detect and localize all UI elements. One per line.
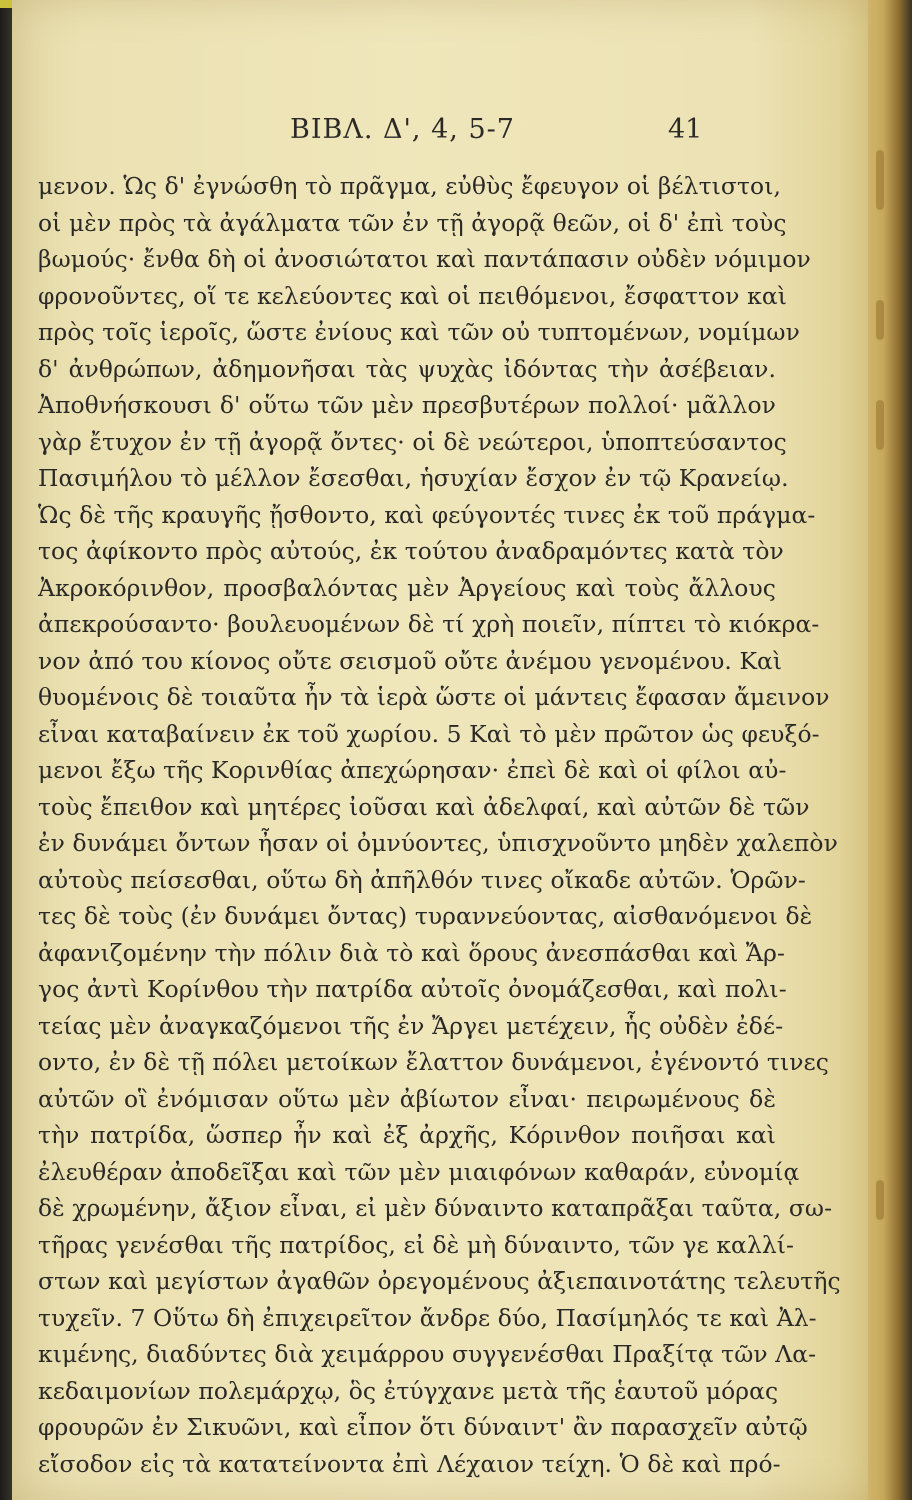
text-line: τοὺς ἔπειθον καὶ μητέρες ἰοῦσαι καὶ ἀδελφαί, καὶ αὐτῶν δὲ τῶν	[38, 792, 810, 821]
running-head-title: ΒΙΒΛ. Δ', 4, 5-7	[290, 114, 515, 145]
text-line: οἱ μὲν πρὸς τὰ ἀγάλματα τῶν ἐν τῇ ἀγορᾷ θεῶν, οἱ δ' ἐπὶ τοὺς	[38, 208, 787, 237]
text-line: φρουρῶν ἐν Σικυῶνι, καὶ εἶπον ὅτι δύναιντ' ἂν παρασχεῖν αὐτῷ	[38, 1413, 808, 1441]
text-line: τυχεῖν. 7 Οὕτω δὴ ἐπιχειρεῖτον ἄνδρε δύο, Πασίμηλός τε καὶ Ἀλ-	[38, 1303, 817, 1332]
text-line: Ὡς δὲ τῆς κραυγῆς ᾔσθοντο, καὶ φεύγοντές τινες ἐκ τοῦ πράγμα-	[38, 500, 816, 529]
text-line: γος ἀντὶ Κορίνθου τὴν πατρίδα αὐτοῖς ὀνομάζεσθαι, καὶ πολι-	[38, 975, 787, 1003]
text-line: δὲ χρωμένην, ἄξιον εἶναι, εἰ μὲν δύναιντο καταπρᾶξαι ταῦτα, σω-	[38, 1194, 833, 1222]
text-line: θυομένοις δὲ τοιαῦτα ἦν τὰ ἱερὰ ὥστε οἱ μάντεις ἔφασαν ἄμεινον	[38, 683, 830, 711]
edge-stain	[876, 300, 884, 340]
text-line: τες δὲ τοὺς (ἐν δυνάμει ὄντας) τυραννεύοντας, αἰσθανόμενοι δὲ	[38, 902, 813, 930]
page-gutter-edge	[868, 0, 912, 1500]
text-line: τὴν πατρίδα, ὥσπερ ἦν καὶ ἐξ ἀρχῆς, Κόρινθον ποιῆσαι καὶ	[38, 1121, 776, 1149]
text-line: νον ἀπό του κίονος οὔτε σεισμοῦ οὔτε ἀνέμου γενομένου. Καὶ	[38, 646, 783, 675]
text-line: τῆρας γενέσθαι τῆς πατρίδος, εἰ δὲ μὴ δύναιντο, τῶν γε καλλί-	[38, 1230, 795, 1259]
body-text	[38, 168, 841, 1482]
text-line: ἐν δυνάμει ὄντων ἦσαν οἱ ὀμνύοντες, ὑπισχνοῦντο μηδὲν χαλεπὸν	[38, 829, 838, 857]
text-line: οντο, ἐν δὲ τῇ πόλει μετοίκων ἔλαττον δυνάμενοι, ἐγένοντό τινες	[38, 1048, 829, 1076]
text-line: τείας μὲν ἀναγκαζόμενοι τῆς ἐν Ἄργει μετέχειν, ἧς οὐδὲν ἐδέ-	[38, 1011, 784, 1040]
text-line: ἀφανιζομένην τὴν πόλιν διὰ τὸ καὶ ὅρους ἀνεσπάσθαι καὶ Ἄρ-	[38, 938, 786, 967]
text-line: μενοι ἔξω τῆς Κορινθίας ἀπεχώρησαν· ἐπεὶ δὲ καὶ οἱ φίλοι αὐ-	[38, 756, 787, 784]
text-line: Ἀκροκόρινθον, προσβαλόντας μὲν Ἀργείους καὶ τοὺς ἄλλους	[38, 573, 776, 602]
text-line: κιμένης, διαδύντες διὰ χειμάρρου συγγενέσθαι Πραξίτᾳ τῶν Λα-	[38, 1340, 817, 1368]
text-line: γὰρ ἔτυχον ἐν τῇ ἀγορᾷ ὄντες· οἱ δὲ νεώτεροι, ὑποπτεύσαντος	[38, 427, 787, 456]
text-line: στων καὶ μεγίστων ἀγαθῶν ὀρεγομένους ἀξιεπαινοτάτης τελευτῆς	[38, 1267, 841, 1295]
text-line: εἴσοδον εἰς τὰ κατατείνοντα ἐπὶ Λέχαιον τείχη. Ὁ δὲ καὶ πρό-	[38, 1449, 781, 1478]
text-line: ἀπεκρούσαντο· βουλευομένων δὲ τί χρὴ ποιεῖν, πίπτει τὸ κιόκρα-	[38, 610, 820, 638]
running-head	[14, 114, 884, 154]
text-line: κεδαιμονίων πολεμάρχῳ, ὃς ἐτύγχανε μετὰ τῆς ἑαυτοῦ μόρας	[38, 1376, 779, 1405]
text-line: τος ἀφίκοντο πρὸς αὐτούς, ἐκ τούτου ἀναδραμόντες κατὰ τὸν	[38, 537, 784, 565]
text-line: Πασιμήλου τὸ μέλλον ἔσεσθαι, ἡσυχίαν ἔσχον ἐν τῷ Κρανείῳ.	[38, 464, 789, 492]
text-line: εἶναι καταβαίνειν ἐκ τοῦ χωρίου. 5 Καὶ τὸ μὲν πρῶτον ὡς φευξό-	[38, 719, 820, 748]
text-line: μενον. Ὡς δ' ἐγνώσθη τὸ πρᾶγμα, εὐθὺς ἔφευγον οἱ βέλτιστοι,	[38, 172, 782, 200]
text-line: αὐτῶν οἳ ἐνόμισαν οὕτω μὲν ἀβίωτον εἶναι· πειρωμένους δὲ	[38, 1084, 776, 1113]
text-line: αὐτοὺς πείσεσθαι, οὕτω δὴ ἀπῆλθόν τινες οἴκαδε αὐτῶν. Ὁρῶν-	[38, 865, 806, 894]
page-number: 41	[668, 114, 703, 145]
edge-stain	[876, 400, 884, 450]
text-line: πρὸς τοῖς ἱεροῖς, ὥστε ἐνίους καὶ τῶν οὐ τυπτομένων, νομίμων	[38, 318, 800, 346]
text-line: δ' ἀνθρώπων, ἀδημονῆσαι τὰς ψυχὰς ἰδόντας τὴν ἀσέβειαν.	[38, 354, 776, 383]
text-line: φρονοῦντες, οἵ τε κελεύοντες καὶ οἱ πειθόμενοι, ἔσφαττον καὶ	[38, 281, 788, 310]
edge-stain	[876, 1180, 884, 1220]
text-line: Ἀποθνήσκουσι δ' οὕτω τῶν μὲν πρεσβυτέρων πολλοί· μᾶλλον	[38, 391, 776, 419]
text-line: βωμούς· ἔνθα δὴ οἱ ἀνοσιώτατοι καὶ παντάπασιν οὐδὲν νόμιμον	[38, 245, 811, 273]
text-line: ἐλευθέραν ἀποδεῖξαι καὶ τῶν μὲν μιαιφόνων καθαράν, εὐνομίᾳ	[38, 1157, 800, 1186]
edge-stain	[876, 150, 884, 210]
